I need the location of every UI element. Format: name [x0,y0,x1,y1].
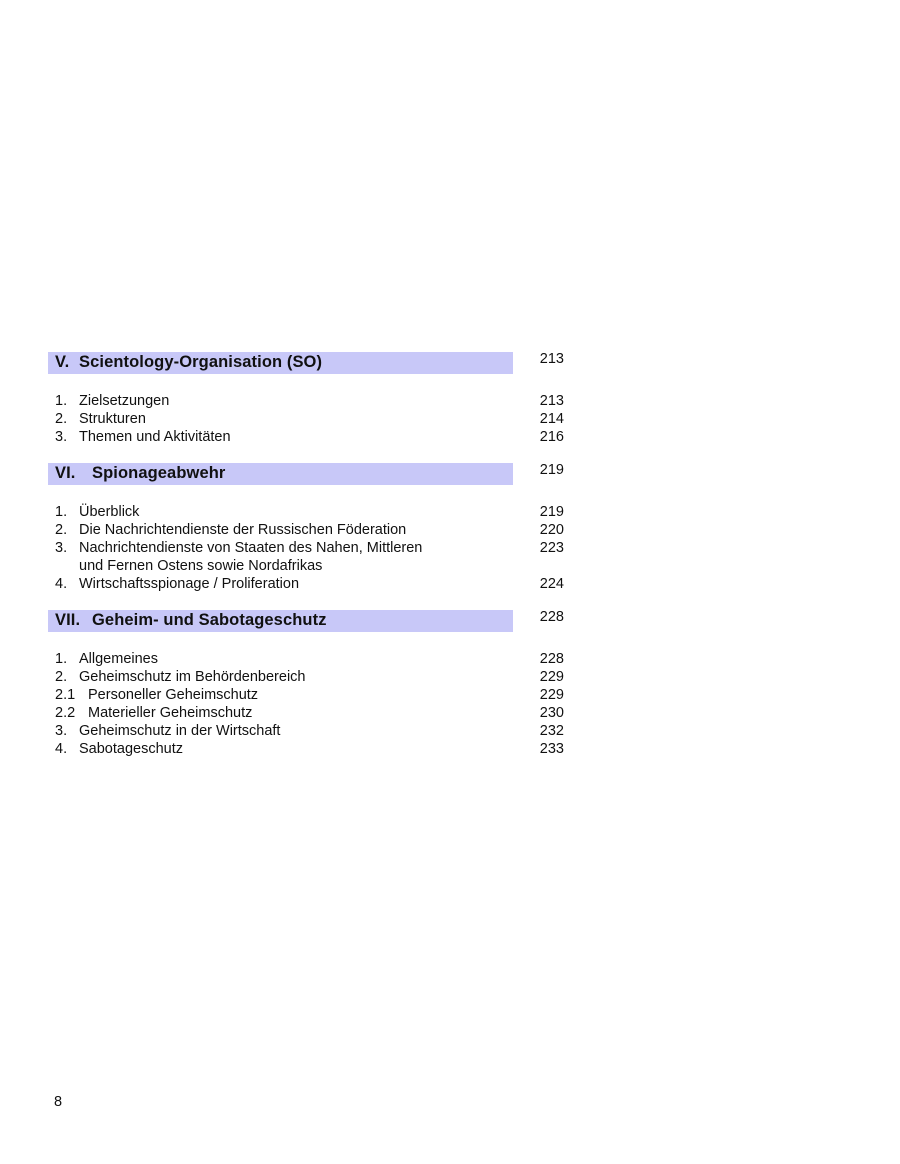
section-title [55,464,225,483]
entry-page-number: 213 [539,393,564,409]
entry-page-number: 214 [539,411,564,427]
toc-entry [0,575,900,593]
toc-entry [0,503,900,521]
entry-title: Materieller Geheimschutz [88,705,253,721]
section-title-text: Geheim- und Sabotageschutz [92,611,327,629]
section-number: V. [55,353,70,371]
entry-page-number: 220 [539,522,564,538]
entry-title: Themen und Aktivitäten [79,429,231,445]
entry-number: 2.2 [55,705,76,721]
entry-title: Nachrichtendienste von Staaten des Nahen, Mittleren [79,540,423,556]
toc-entry [0,650,900,668]
entry-title: Geheimschutz im Behördenbereich [79,669,306,685]
toc-entry [0,686,900,704]
section-page-number: 219 [539,462,564,478]
entry-title: Geheimschutz in der Wirtschaft [79,723,281,739]
section-title-text: Scientology-Organisation (SO) [79,353,323,371]
entry-number: 1. [55,651,68,667]
entry-page-number: 232 [539,723,564,739]
entry-title: Strukturen [79,411,146,427]
toc-entry [0,392,900,410]
entry-title: Wirtschaftsspionage / Proliferation [79,576,300,592]
entry-page-number: 233 [539,741,564,757]
entry-title: Allgemeines [79,651,158,667]
page-number: 8 [54,1094,63,1110]
entry-number: 2. [55,411,68,427]
entry-number: 3. [55,723,68,739]
entry-page-number: 219 [539,504,564,520]
entry-number: 4. [55,576,68,592]
toc-entry-continuation [0,557,900,575]
section-title-text: Spionageabwehr [92,464,226,482]
section-title [55,353,322,372]
section-page-number: 228 [539,609,564,625]
entry-page-number: 216 [539,429,564,445]
toc-entry [0,428,900,446]
entry-title: Die Nachrichtendienste der Russischen Föderation [79,522,407,538]
entry-number: 1. [55,504,68,520]
toc-entry [0,704,900,722]
section-header-band [48,610,513,632]
entry-title: Personeller Geheimschutz [88,687,259,703]
entry-title: Überblick [79,504,140,520]
toc-entry [0,722,900,740]
section-page-number: 213 [539,351,564,367]
entry-number: 4. [55,741,68,757]
entry-title: Sabotageschutz [79,741,183,757]
entry-page-number: 228 [539,651,564,667]
section-header-band [48,463,513,485]
entry-page-number: 230 [539,705,564,721]
toc-entry [0,668,900,686]
entry-page-number: 223 [539,540,564,556]
entry-title: Zielsetzungen [79,393,170,409]
entry-number: 2.1 [55,687,76,703]
entry-page-number: 229 [539,669,564,685]
entry-page-number: 229 [539,687,564,703]
section-number: VII. [55,611,81,629]
entry-number: 3. [55,429,68,445]
toc-entry [0,410,900,428]
toc-entry [0,521,900,539]
entry-number: 2. [55,669,68,685]
entry-page-number: 224 [539,576,564,592]
toc-entry [0,740,900,758]
toc-entry [0,539,900,557]
section-number: VI. [55,464,76,482]
entry-number: 2. [55,522,68,538]
section-title [55,611,327,630]
entry-title-continuation: und Fernen Ostens sowie Nordafrikas [79,558,323,574]
entry-number: 3. [55,540,68,556]
entry-number: 1. [55,393,68,409]
section-header-band [48,352,513,374]
